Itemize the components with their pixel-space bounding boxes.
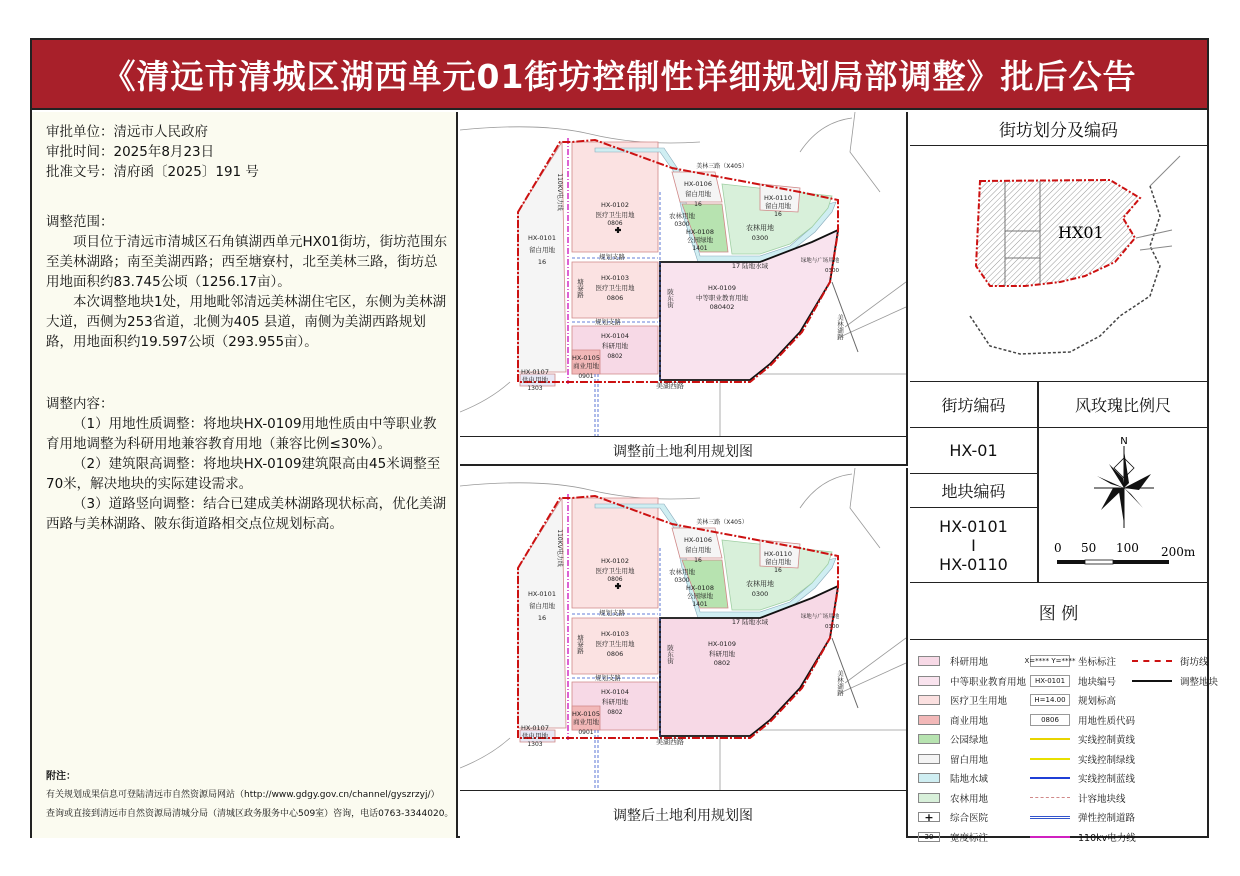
wind-rose-svg: [1039, 428, 1207, 582]
map-after: [460, 468, 908, 790]
rose-petal-se: [1124, 488, 1143, 508]
after-label-farm-code: 0300: [751, 590, 769, 598]
block-code-header: [910, 382, 1037, 428]
content-item-3: （3）道路竖向调整：结合已建成美林湖路现状标高，优化美湖西路与美林湖路、陂东街道路相交点位规划标高。: [46, 496, 447, 532]
before-label-0108-use: 公园绿地: [687, 236, 713, 244]
content-item-1: （1）用地性质调整：将地块HX-0109用地性质由中等职业教育用地调整为科研用地兼容教育用地（兼容比例≤30%）。: [46, 416, 437, 452]
before-label-0110: HX-0110: [764, 194, 792, 202]
before-label-0107-use: 供电用地: [522, 376, 548, 384]
scale-200: 200m: [1161, 545, 1196, 559]
legend-col1-item-4: [918, 732, 988, 746]
after-label-0110: HX-0110: [764, 550, 792, 558]
after-label-powerline: 110KV电力线: [556, 529, 563, 567]
after-label-0109: HX-0109: [708, 640, 736, 648]
block-code-text: HX-01: [949, 441, 998, 460]
after-label-0104-use: 科研用地: [602, 698, 628, 706]
after-label-0101: HX-0101: [528, 590, 556, 598]
before-label-0104-use: 科研用地: [602, 342, 628, 350]
before-label-0101-code: 16: [537, 258, 547, 266]
scope-heading: 调整范围：: [46, 214, 114, 230]
parcel-code-header-text: 地块编码: [941, 482, 1006, 501]
before-label-0104: HX-0104: [601, 332, 629, 340]
after-label-0108: HX-0108: [686, 584, 714, 592]
right-panel: [910, 112, 1219, 844]
legend-swatch: [918, 656, 940, 666]
legend-col1-item-1: [918, 674, 1026, 688]
before-label-0106-use: 留白用地: [685, 190, 711, 198]
code-grid: [910, 382, 1207, 582]
scale-bar-3: [1113, 560, 1169, 564]
after-label-0105: HX-0105: [572, 710, 600, 718]
map-after-caption: 调整后土地利用规划图: [613, 807, 753, 824]
before-label-0101: HX-0101: [528, 234, 556, 242]
parcel-code-from: HX-0101: [939, 516, 1008, 536]
legend-col1-item-9-label: 宽度标注: [950, 832, 989, 844]
legend-col3-item-0-label: 街坊线: [1180, 657, 1209, 668]
legend-col2-item-1-label: 地块编号: [1078, 676, 1117, 688]
legend-col2-item-9: [1030, 830, 1136, 844]
content-item-2: （2）建筑限高调整：将地块HX-0109建筑限高由45米调整至70米，解决地块的实际建设需求。: [46, 456, 441, 492]
legend-col1-item-3: [918, 713, 988, 727]
key-road-6: [1136, 230, 1172, 250]
legend-line: [1132, 655, 1172, 667]
after-label-0103-code: 0806: [606, 650, 624, 658]
before-label-0110-use: 留白用地: [765, 202, 791, 210]
parcel-code-range: [910, 508, 1037, 582]
after-label-0108-top: 农林用地: [669, 568, 695, 576]
text-panel: [32, 112, 458, 838]
approval-doc-no: 批准文号：清府函〔2025〕191 号: [46, 164, 259, 180]
scale-50: 50: [1081, 541, 1097, 555]
legend-col2-item-4: [1030, 732, 1135, 746]
after-label-0103: HX-0103: [601, 630, 629, 638]
scale-bar-1: [1057, 560, 1085, 564]
after-label-road-north: 美林三路（X405）: [696, 519, 748, 526]
before-label-0106: HX-0106: [684, 180, 712, 188]
legend-col2-item-1: [1030, 674, 1116, 688]
after-label-plan-road-1: 规划支路: [599, 609, 625, 617]
before-road-east-branch: [840, 282, 906, 337]
content-heading: 调整内容：: [46, 396, 114, 412]
before-label-park-strip: 绿地与广场用地: [800, 258, 840, 264]
before-label-0108-code: 1401: [692, 245, 708, 252]
legend-col3-item-0: [1132, 654, 1209, 668]
rose-petal-s: [1119, 488, 1124, 524]
before-label-0103-code: 0806: [606, 294, 624, 302]
after-label-farm-small-code: 0300: [825, 624, 839, 630]
legend-col2-item-0-label: 坐标标注: [1078, 657, 1117, 668]
before-label-0102-use: 医疗卫生用地: [595, 211, 635, 219]
legend-line: [1030, 733, 1070, 745]
before-label-0109-use: 中等职业教育用地: [696, 294, 748, 302]
wind-rose-scale: [1039, 428, 1207, 582]
block-division-header: [910, 112, 1207, 146]
scope-section: [46, 212, 448, 352]
legend-col1-item-8-label: 综合医院: [950, 813, 989, 824]
legend-swatch: [918, 734, 940, 744]
before-label-0105: HX-0105: [572, 354, 600, 362]
after-label-road-south: 美湖西路: [656, 738, 684, 746]
after-label-0108-code: 1401: [692, 601, 708, 608]
after-label-road-east: 美林湖路: [836, 670, 844, 696]
notes-line-1: 有关规划成果信息可登陆清远市自然资源局网站（http://www.gdgy.gov.cn/channel/gyszrzyj/）: [46, 790, 440, 800]
before-road-south-branch: [690, 374, 906, 436]
legend-col2-item-5: [1030, 752, 1135, 766]
before-road-south-stub: [595, 374, 598, 436]
legend-col2-item-2: [1030, 693, 1116, 707]
before-label-0105-use: 商业用地: [573, 362, 599, 370]
legend-col1-item-2: [918, 693, 1007, 707]
before-label-0109: HX-0109: [708, 284, 736, 292]
after-terrain-line-2: [460, 738, 510, 768]
after-label-water: 17 陆地水域: [731, 618, 769, 626]
rose-header: [1039, 382, 1207, 428]
before-label-road-east: 美林湖路: [836, 314, 844, 340]
after-road-east-branch: [840, 638, 906, 693]
after-label-0108-use: 公园绿地: [687, 592, 713, 600]
legend-col2-item-9-label: 110kv电力线: [1078, 832, 1136, 844]
legend-col2-item-7-label: 计容地块线: [1078, 793, 1126, 805]
rose-header-text: 风玫瑰比例尺: [1074, 396, 1171, 415]
after-label-0102: HX-0102: [601, 557, 629, 565]
legend-line: [1030, 831, 1070, 843]
parcel-code-sep: I: [971, 535, 976, 555]
page-title: 《清远市清城区湖西单元01街坊控制性详细规划局部调整》批后公告: [102, 56, 1137, 96]
before-label-farm-code: 0300: [751, 234, 769, 242]
before-terrain-line-2: [460, 382, 510, 412]
map-before: [460, 112, 908, 436]
legend-width-icon: 30: [918, 832, 940, 842]
legend-swatch: [918, 773, 940, 783]
legend-col2-item-3: [1030, 713, 1135, 727]
legend-col1-item-8: [918, 810, 988, 824]
legend-col2-item-6-label: 实线控制蓝线: [1078, 774, 1136, 785]
legend: [910, 640, 1219, 844]
legend-col3-item-1-label: 调整地块: [1180, 676, 1219, 688]
before-label-0107-code: 1303: [527, 385, 543, 392]
legend-col2-item-8-label: 弹性控制道路: [1078, 813, 1136, 824]
before-label-farm: 农林用地: [746, 224, 774, 232]
legend-col1-item-1-label: 中等职业教育用地: [950, 676, 1027, 688]
parcel-code-header: [910, 474, 1037, 508]
block-division-title: 街坊划分及编码: [999, 121, 1118, 141]
legend-col2-item-0: [1024, 654, 1117, 668]
after-label-0101-code: 16: [537, 614, 547, 622]
legend-col2-item-8: [1030, 810, 1135, 824]
before-label-road-north: 美林三路（X405）: [696, 163, 748, 170]
before-label-0110-code: 16: [774, 211, 782, 218]
before-label-0109-code: 080402: [709, 303, 735, 311]
before-label-0103: HX-0103: [601, 274, 629, 282]
legend-col2-item-3-label: 用地性质代码: [1078, 715, 1136, 727]
legend-symbol: HX-0101: [1030, 675, 1070, 687]
after-label-0106-use: 留白用地: [685, 546, 711, 554]
legend-symbol: X=**** Y=****: [1024, 657, 1076, 665]
legend-col3-item-1: [1132, 674, 1218, 688]
after-label-0104-code: 0802: [607, 709, 623, 716]
north-label: N: [1120, 436, 1128, 447]
map-before-caption-box: [460, 436, 908, 466]
after-label-0104: HX-0104: [601, 688, 629, 696]
legend-col1-item-7: [918, 791, 988, 805]
key-road-5: [1150, 156, 1180, 186]
scale-100: 100: [1116, 541, 1139, 555]
legend-col1-item-9: [918, 830, 988, 844]
legend-col1-item-0-label: 科研用地: [950, 657, 989, 668]
legend-col1-item-3-label: 商业用地: [950, 715, 989, 727]
notes-section: [46, 767, 454, 824]
before-label-0107: HX-0107: [521, 368, 549, 376]
before-label-0108: HX-0108: [686, 228, 714, 236]
after-terrain-line-3: [850, 468, 880, 548]
after-label-0108-top-code: 0300: [674, 577, 690, 584]
before-label-0108-top: 农林用地: [669, 212, 695, 220]
approval-info: [46, 122, 259, 182]
before-label-farm-small-code: 0300: [825, 268, 839, 274]
legend-col1-item-6: [918, 771, 988, 785]
after-label-0101-use: 留白用地: [529, 602, 555, 610]
after-terrain-line-4: [800, 474, 852, 508]
legend-swatch: [918, 695, 940, 705]
after-label-0102-code: 0806: [607, 576, 623, 583]
approval-unit: 审批单位：清远市人民政府: [46, 124, 208, 140]
after-label-0102-use: 医疗卫生用地: [595, 567, 635, 575]
before-label-0106-code: 16: [694, 201, 702, 208]
legend-line: [1030, 753, 1070, 765]
after-label-0109-use: 科研用地: [709, 650, 735, 658]
before-terrain-line-3: [850, 112, 880, 192]
map-after-svg: [460, 468, 906, 790]
scope-para-2: 本次调整地块1处，用地毗邻清远美林湖住宅区，东侧为美林湖大道，西侧为253省道，北侧为405 县道，南侧为美湖西路规划路，用地面积约19.597公顷（293.955亩）。: [46, 294, 447, 350]
before-label-0102: HX-0102: [601, 201, 629, 209]
before-label-road-mid: 陂东街: [666, 288, 674, 308]
block-code-value: [910, 428, 1037, 474]
after-label-farm: 农林用地: [746, 580, 774, 588]
legend-symbol: H=14.00: [1030, 694, 1070, 706]
map-before-caption: 调整前土地利用规划图: [613, 443, 753, 460]
notice-frame: [30, 38, 1219, 844]
legend-swatch: [918, 715, 940, 725]
key-map: [910, 146, 1207, 382]
rose-petal-n: [1124, 450, 1129, 488]
before-label-0104-code: 0802: [607, 353, 623, 360]
map-before-svg: [460, 112, 906, 436]
legend-col2-item-4-label: 实线控制黄线: [1078, 735, 1136, 746]
after-label-0105-code: 0901: [578, 729, 594, 736]
before-label-powerline: 110KV电力线: [556, 173, 563, 211]
scale-bar-2: [1085, 560, 1113, 564]
legend-line: [1030, 772, 1070, 784]
legend-col2-item-7: [1030, 791, 1126, 805]
before-label-water: 17 陆地水域: [731, 262, 769, 270]
notes-line-2: 查询或直接到清远市自然资源局清城分局（清城区政务服务中心509室）咨询，电话0763-3344020。: [46, 809, 454, 819]
legend-swatch: [918, 793, 940, 803]
legend-col2-item-2-label: 规划标高: [1078, 696, 1117, 707]
legend-col1-item-5-label: 留白用地: [950, 754, 989, 766]
legend-col2-item-5-label: 实线控制绿线: [1078, 754, 1136, 766]
legend-col1-item-2-label: 医疗卫生用地: [950, 696, 1008, 707]
after-label-0106-code: 16: [694, 557, 702, 564]
after-label-road-west: 塘寮路: [576, 634, 584, 654]
before-terrain-line-4: [800, 118, 852, 152]
before-label-0105-code: 0901: [578, 373, 594, 380]
legend-line: [1030, 792, 1070, 804]
content-section: [46, 394, 448, 534]
legend-hospital-icon: +: [918, 812, 940, 822]
before-label-road-west: 塘寮路: [576, 278, 584, 298]
legend-swatch: [918, 754, 940, 764]
notes-heading: 附注：: [46, 771, 76, 782]
scale-0: 0: [1054, 541, 1062, 555]
legend-title: 图 例: [1038, 603, 1079, 624]
after-label-0107-use: 供电用地: [522, 732, 548, 740]
before-label-road-south: 美湖西路: [656, 382, 684, 390]
scope-para-1: 项目位于清远市清城区石角镇湖西单元HX01街坊，街坊范围东至美林湖路；南至美湖西路；西至塘寮村，北至美林三路，街坊总用地面积约83.745公顷（1256.17亩）。: [46, 234, 448, 290]
legend-line: [1132, 675, 1172, 687]
legend-col1-item-7-label: 农林用地: [950, 793, 989, 805]
legend-col1-item-6-label: 陆地水域: [950, 774, 989, 785]
legend-swatch: [918, 676, 940, 686]
before-label-0103-use: 医疗卫生用地: [595, 284, 635, 292]
legend-col1-item-5: [918, 752, 988, 766]
legend-col2-item-6: [1030, 771, 1135, 785]
key-map-svg: [910, 146, 1207, 382]
before-label-0102-code: 0806: [607, 220, 623, 227]
before-label-plan-road-1: 规划支路: [599, 253, 625, 261]
approval-time: 审批时间：2025年8月23日: [46, 144, 215, 160]
before-label-0101-use: 留白用地: [529, 246, 555, 254]
after-label-0106: HX-0106: [684, 536, 712, 544]
legend-header: [910, 582, 1207, 640]
after-label-0105-use: 商业用地: [573, 718, 599, 726]
key-block-label: HX01: [1058, 223, 1104, 242]
block-code-header-text: 街坊编码: [941, 396, 1006, 415]
map-after-caption-box: [460, 790, 908, 838]
after-label-plan-road-2: 规划支路: [595, 674, 621, 682]
after-label-0107: HX-0107: [521, 724, 549, 732]
after-label-0103-use: 医疗卫生用地: [595, 640, 635, 648]
after-label-0110-use: 留白用地: [765, 558, 791, 566]
legend-line: [1030, 811, 1070, 823]
parcel-code-to: HX-0110: [939, 554, 1008, 574]
title-banner: [32, 40, 1207, 110]
legend-col1-item-0: [918, 654, 988, 668]
after-label-park-strip: 绿地与广场用地: [800, 614, 840, 620]
legend-col1-item-4-label: 公园绿地: [950, 735, 989, 746]
after-label-0109-code: 0802: [713, 659, 731, 667]
before-label-plan-road-2: 规划支路: [595, 318, 621, 326]
before-label-0108-top-code: 0300: [674, 221, 690, 228]
after-label-0107-code: 1303: [527, 741, 543, 748]
after-label-0110-code: 16: [774, 567, 782, 574]
after-label-road-mid: 陂东街: [666, 644, 674, 664]
legend-symbol: 0806: [1030, 714, 1070, 726]
